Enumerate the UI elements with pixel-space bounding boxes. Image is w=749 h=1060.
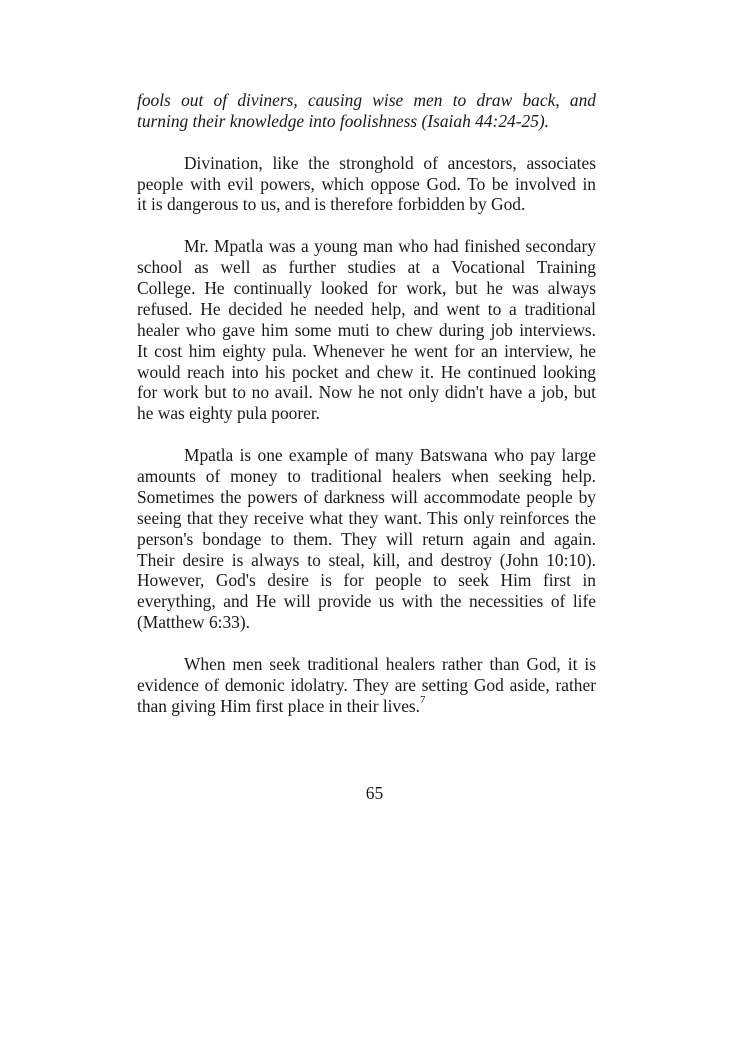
text-line: Sometimes the powers of darkness will accommodate people by — [137, 486, 596, 507]
paragraph-idolatry — [137, 654, 596, 717]
text-line: everything, and He will provide us with the necessities of life — [137, 591, 596, 612]
footnote-marker: 7 — [420, 694, 426, 707]
text-line: However, God's desire is for people to seek Him first in — [137, 570, 596, 591]
text-line: Their desire is always to steal, kill, and destroy (John 10:10). — [137, 549, 596, 570]
quote-line: turning their knowledge into foolishness (Isaiah 44:24-25). — [137, 110, 550, 131]
paragraph-batswana — [137, 445, 596, 633]
text-line: Divination, like the stronghold of ancestors, associates — [184, 152, 596, 173]
text-line: it is dangerous to us, and is therefore forbidden by God. — [137, 194, 526, 215]
text-line: Mr. Mpatla was a young man who had finished secondary — [184, 236, 596, 257]
text-line: school as well as further studies at a Vocational Training — [137, 257, 596, 278]
paragraph-mpatla-story — [137, 236, 596, 424]
text-line: healer who gave him some muti to chew during job interviews. — [137, 319, 596, 340]
text-line: would reach into his pocket and chew it. He continued looking — [137, 361, 596, 382]
text-line: When men seek traditional healers rather than God, it is — [184, 654, 596, 675]
text-line: refused. He decided he needed help, and went to a traditional — [137, 298, 596, 319]
text-line: amounts of money to traditional healers when seeking help. — [137, 466, 596, 487]
text-line: seeing that they receive what they want. This only reinforces the — [137, 507, 596, 528]
text-line: It cost him eighty pula. Whenever he went for an interview, he — [137, 340, 596, 361]
scripture-quote — [137, 90, 596, 132]
page-body — [137, 90, 596, 738]
text-line: than giving Him first place in their lives. — [137, 695, 421, 716]
text-line: Mpatla is one example of many Batswana who pay large — [184, 445, 596, 466]
page-number: 65 — [365, 783, 384, 803]
text-line: College. He continually looked for work, but he was always — [137, 278, 596, 299]
text-line: (Matthew 6:33). — [137, 612, 251, 633]
paragraph-divination — [137, 153, 596, 216]
quote-line: fools out of diviners, causing wise men to draw back, and — [137, 90, 596, 110]
text-line: person's bondage to them. They will return again and again. — [137, 528, 596, 549]
text-line: people with evil powers, which oppose God. To be involved in — [137, 173, 596, 194]
text-line-last — [137, 696, 596, 717]
text-line: for work but to no avail. Now he not only didn't have a job, but — [137, 382, 596, 403]
text-line: evidence of demonic idolatry. They are setting God aside, rather — [137, 674, 596, 695]
text-line: he was eighty pula poorer. — [137, 403, 321, 424]
